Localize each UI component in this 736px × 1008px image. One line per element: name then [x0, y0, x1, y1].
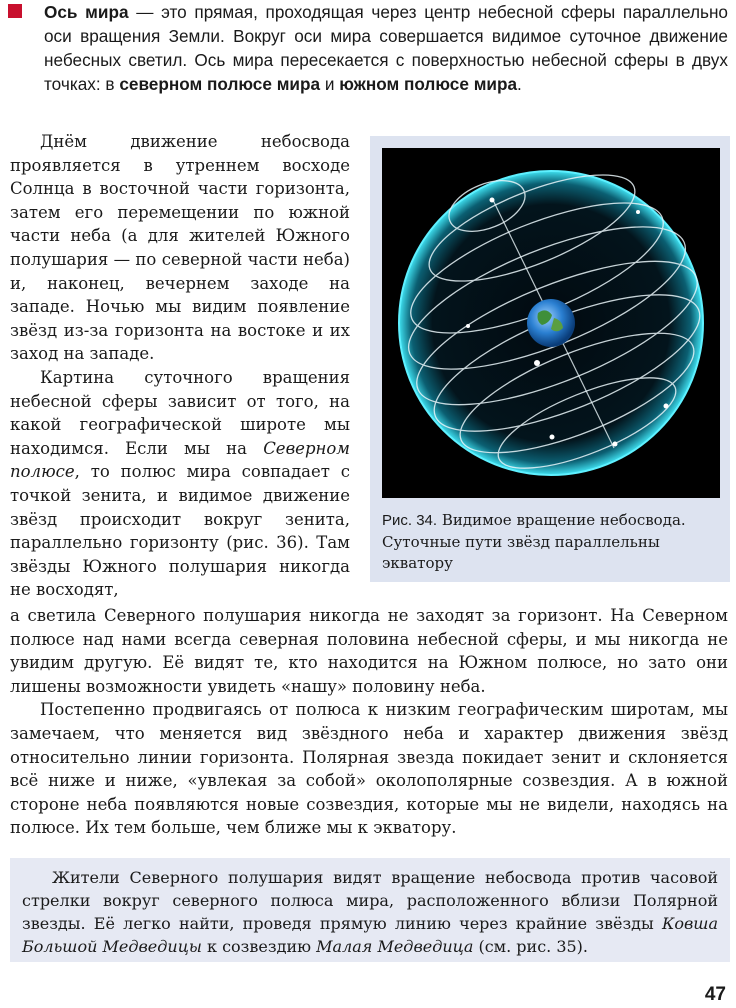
paragraph-rotation-latitude — [10, 366, 350, 602]
note-text-part: Жители Северного полушария видят вращение небосвода против часовой стрелки вокруг северного полюса мира, расположенного вблизи Полярной звезды. Её легко найти, проведя прямую линию через крайние звёзды — [22, 868, 718, 933]
note-text — [22, 866, 718, 958]
red-square-marker-icon — [8, 4, 22, 18]
full-width-text — [10, 604, 728, 840]
italic-big-dipper: Ковша Большой Медведицы — [22, 914, 718, 956]
note-box — [10, 858, 730, 962]
italic-ursa-minor: Малая Медведица — [316, 937, 474, 956]
paragraph-continuation: а светила Северного полушария никогда не заходят за горизонт. На Северном полюсе над нами всегда северная половина небесной сферы, и мы никогда не увидим другую. Её видят те, кто находится на Южном полюсе, но зато они лишены возможности увидеть «нашу» половину неба. — [10, 606, 728, 696]
paragraph-day-motion: Днём движение небосвода проявляется в утреннем восходе Солнца в восточной части горизонта, затем его перемещении по южной части неба (а для жителей Южного полушария — по северной части неба) и, наконец, вечернем заходе на западе. Ночью мы видим появление звёзд из-за горизонта на востоке и их заход на западе. — [10, 132, 350, 364]
definition-text: — это прямая, проходящая через центр небесной сферы параллельно оси вращения Земли. Вокруг оси мира совершается видимое суточное движение небесных светил. Ось мира пересекается с поверхностью небесной сферы в двух точках: в — [44, 2, 728, 94]
term-north-pole: северном полюсе мира — [119, 74, 321, 94]
note-text-part: к созвездию — [201, 937, 317, 956]
celestial-sphere-illustration — [382, 148, 720, 498]
column-text — [10, 130, 350, 602]
paragraph-latitude-change: Постепенно продвигаясь от полюса к низким географическим широтам, мы замечаем, что меняется вид звёздного неба и характер движения звёзд относительно линии горизонта. Полярная звезда покидает зенит и склоняется всё ниже и ниже, «увлекая за собой» околополярные созвездия. А в южной стороне неба появляются новые созвездия, которые мы не видели, находясь на полюсе. Их тем больше, чем ближе мы к экватору. — [10, 700, 728, 838]
italic-term-north-pole: Северном полюсе — [10, 438, 350, 482]
figure-caption — [382, 510, 720, 575]
note-text-part: (см. рис. 35). — [473, 937, 589, 956]
figure-caption-text: Видимое вращение небосвода. Суточные пути звёзд параллельны экватору — [382, 511, 686, 572]
definition-conjunction: и — [320, 74, 340, 94]
term-south-pole: южном полюсе мира — [339, 74, 518, 94]
figure-label: Рис. 34. — [382, 512, 438, 529]
term-axis-of-world: Ось мира — [44, 2, 129, 22]
celestial-sphere-icon — [382, 148, 720, 498]
axis-definition — [44, 0, 728, 96]
figure-34 — [370, 136, 730, 582]
paragraph-text-cont: , то полюс мира совпадает с точкой зенита, и видимое движение звёзд происходит вокруг зенита, параллельно горизонту (рис. 36). Там звёзды Южного полушария никогда не восходят, — [10, 462, 350, 600]
page-number: 47 — [704, 984, 726, 1005]
definition-period: . — [517, 74, 522, 94]
paragraph-text: Картина суточного вращения небесной сферы зависит от того, на какой географической широте мы находимся. Если мы на — [10, 367, 350, 458]
